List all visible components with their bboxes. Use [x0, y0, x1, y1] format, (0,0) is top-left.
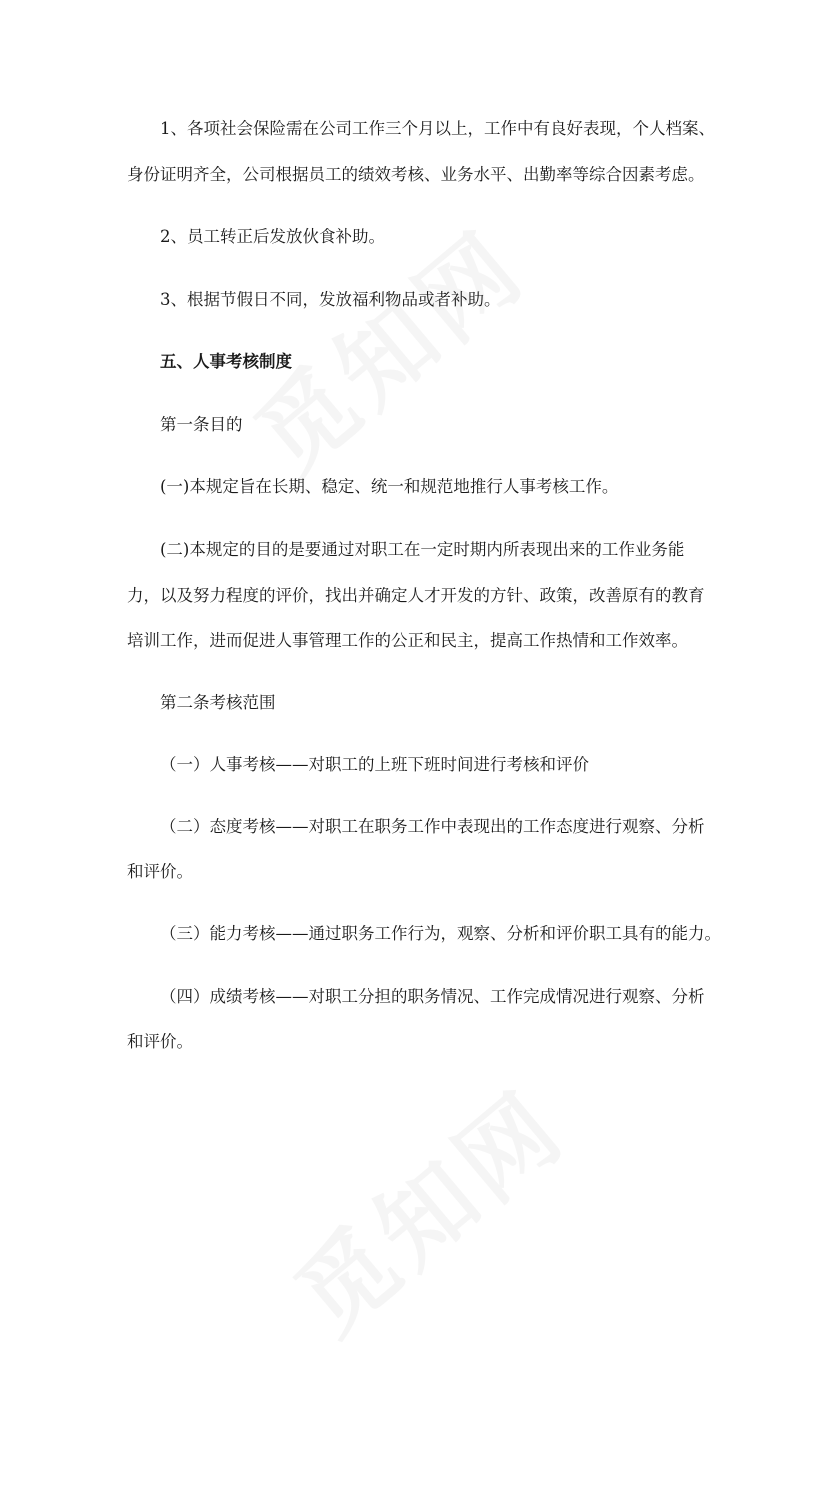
paragraph-line: （三）能力考核——通过职务工作行为，观察、分析和评价职工具有的能力。 [160, 924, 721, 943]
paragraph-line: （一）人事考核——对职工的上班下班时间进行考核和评价 [160, 755, 589, 774]
paragraph-line: 培训工作，进而促进人事管理工作的公正和民主，提高工作热情和工作效率。 [127, 631, 688, 650]
paragraph-line: 力，以及努力程度的评价，找出并确定人才开发的方针、政策，改善原有的教育 [127, 586, 705, 605]
paragraph-line: （二）态度考核——对职工在职务工作中表现出的工作态度进行观察、分析 [160, 817, 705, 836]
paragraph-line: (一)本规定旨在长期、稳定、统一和规范地推行人事考核工作。 [160, 477, 619, 496]
watermark-bottom [263, 1043, 728, 1507]
paragraph-line: (二)本规定的目的是要通过对职工在一定时期内所表现出来的工作业务能 [160, 540, 685, 559]
section-heading: 五、人事考核制度 [160, 352, 292, 371]
article-heading: 第二条考核范围 [160, 693, 276, 712]
paragraph-line: 和评价。 [127, 862, 193, 881]
paragraph-line: 2、员工转正后发放伙食补助。 [160, 227, 385, 246]
paragraph-line: 身份证明齐全，公司根据员工的绩效考核、业务水平、出勤率等综合因素考虑。 [127, 165, 705, 184]
article-heading: 第一条目的 [160, 415, 243, 434]
paragraph-line: 3、根据节假日不同，发放福利物品或者补助。 [160, 290, 501, 309]
watermark [223, 183, 688, 648]
paragraph-line: 和评价。 [127, 1032, 193, 1051]
paragraph-line: （四）成绩考核——对职工分担的职务情况、工作完成情况进行观察、分析 [160, 987, 705, 1006]
paragraph-line: 1、各项社会保险需在公司工作三个月以上，工作中有良好表现，个人档案、 [160, 119, 715, 138]
